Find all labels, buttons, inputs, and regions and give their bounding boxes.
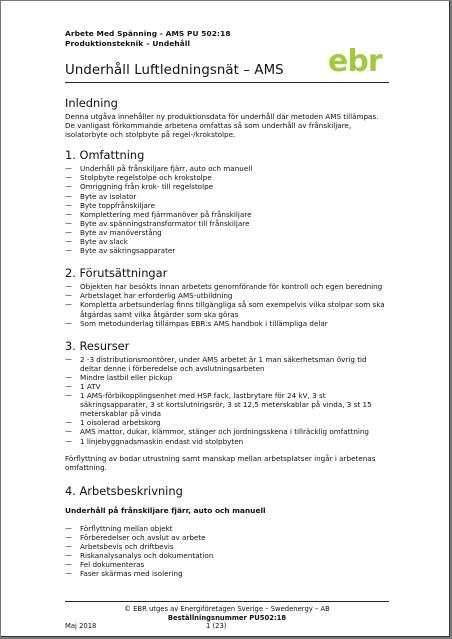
document-title: Underhåll Luftledningsnät – AMS [65, 63, 284, 78]
list-item: — Komplettering med fjärrmanöver på frånskiljare [65, 210, 390, 219]
title-divider [65, 82, 389, 83]
intro-heading: Inledning [65, 96, 118, 110]
list-item: — Omriggning från krok- till regelstolpe [65, 182, 390, 191]
document-page [1, 1, 450, 637]
list-item: — Arbetsbevis och driftbevis [65, 542, 390, 551]
list-item: — Byte av spänningstransformator till frånskiljare [65, 219, 390, 228]
list-item: — Byte av säkringsapparater [65, 246, 390, 255]
list-item: — Kompletta arbetsunderlag finns tillgängliga så som exempelvis vilka stolpar som ska åtgärdas samt vilka åtgärder som ska göras [65, 300, 390, 318]
section-3-list [65, 355, 390, 446]
list-item: — Riskanalysanalys och dokumentation [65, 551, 390, 560]
list-item: — 1 ATV [65, 382, 390, 391]
section-2-list [65, 282, 390, 327]
section-omfattning [65, 148, 390, 255]
header-line-1: Arbete Med Spänning - AMS PU 502:18 [65, 29, 231, 38]
list-item: — 1 linjebyggnadsmaskin endast vid stolpbyten [65, 437, 390, 446]
list-item: — Underhåll på frånskiljare fjärr, auto och manuell [65, 164, 390, 173]
list-item: — Mindre lastbil eller pickup [65, 373, 390, 382]
footer-divider [65, 601, 389, 602]
list-item: — Förflyttning mellan objekt [65, 524, 390, 533]
section-arbetsbeskrivning [65, 484, 390, 579]
ebr-logo [328, 43, 388, 75]
resurser-note: Förflyttning av bodar utrustning samt manskap mellan arbetsplatser ingår i arbetenas omfattning. [65, 453, 376, 472]
footer [65, 605, 389, 622]
list-item: — Arbetslaget har erforderlig AMS-utbildning [65, 291, 390, 300]
section-1-list [65, 164, 390, 255]
list-item: — 1 AMS-förbikopplingsenhet med HSP fack, lastbrytare för 24 kV, 3 st säkringsapparater, 3 st kortslutningsrör, 3 st 12,5 meterskablar på vinda, 3 st 15 meterskablar på vinda [65, 391, 390, 418]
svg-text:ebr: ebr [328, 44, 382, 75]
list-item: — Byte av slack [65, 237, 390, 246]
section-4-subheading: Underhåll på frånskiljare fjärr, auto och manuell [65, 505, 266, 515]
list-item: — 2 -3 distributionsmontörer, under AMS arbetet är 1 man säkerhetsman övrig tid deltar denne i förberedelse och avslutningsarbeten [65, 355, 390, 373]
list-item: — AMS mattor, dukar, klämmor, stänger och jordningsskena i tillräcklig omfattning [65, 427, 390, 436]
header-line-2: Produktionsteknik – Undehåll [65, 39, 191, 48]
section-forutsattningar [65, 266, 390, 327]
footer-copyright: © EBR utges av Energiföretagen Sverige – Swedenergy – AB [124, 605, 330, 613]
footer-page-number: 1 (23) [206, 622, 227, 630]
list-item: — Faser skärmas med isolering [65, 569, 390, 578]
list-item: — Som metodunderlag tillämpas EBR:s AMS handbok i tillämpliga delar [65, 319, 390, 328]
list-item: — Objekten har besökts innan arbetets genomförande för kontroll och egen beredning [65, 282, 390, 291]
section-resurser [65, 339, 390, 472]
footer-order-number: Beställningsnummer PU502:18 [167, 613, 287, 622]
section-3-heading: 3. Resurser [65, 338, 130, 353]
section-1-heading: 1. Omfattning [65, 148, 145, 163]
list-item: — Byte av manöverstång [65, 228, 390, 237]
section-intro [65, 96, 390, 139]
document-body [65, 96, 390, 578]
list-item: — 1 oisolerad arbetskorg [65, 418, 390, 427]
list-item: — Förberedelser och avslut av arbete [65, 533, 390, 542]
list-item: — Byte av isolator [65, 192, 390, 201]
intro-text: Denna utgåva innehåller ny produktionsdata för underhåll där metoden AMS tillämpas. De vanligast förkommande arbetena omfattas så som underhåll av frånskiljare, isolatorbyte och stolpbyte på regel-/krokstolpe. [65, 112, 379, 140]
section-2-heading: 2. Förutsättningar [65, 266, 168, 281]
section-4-heading: 4. Arbetsbeskrivning [65, 483, 183, 498]
list-item: — Fel dokumenteras [65, 560, 390, 569]
list-item: — Stolpbyte regelstolpe och krokstolpe [65, 173, 390, 182]
list-item: — Byte toppfrånskiljare [65, 201, 390, 210]
footer-date: Maj 2018 [65, 622, 97, 630]
section-4-list [65, 524, 390, 579]
